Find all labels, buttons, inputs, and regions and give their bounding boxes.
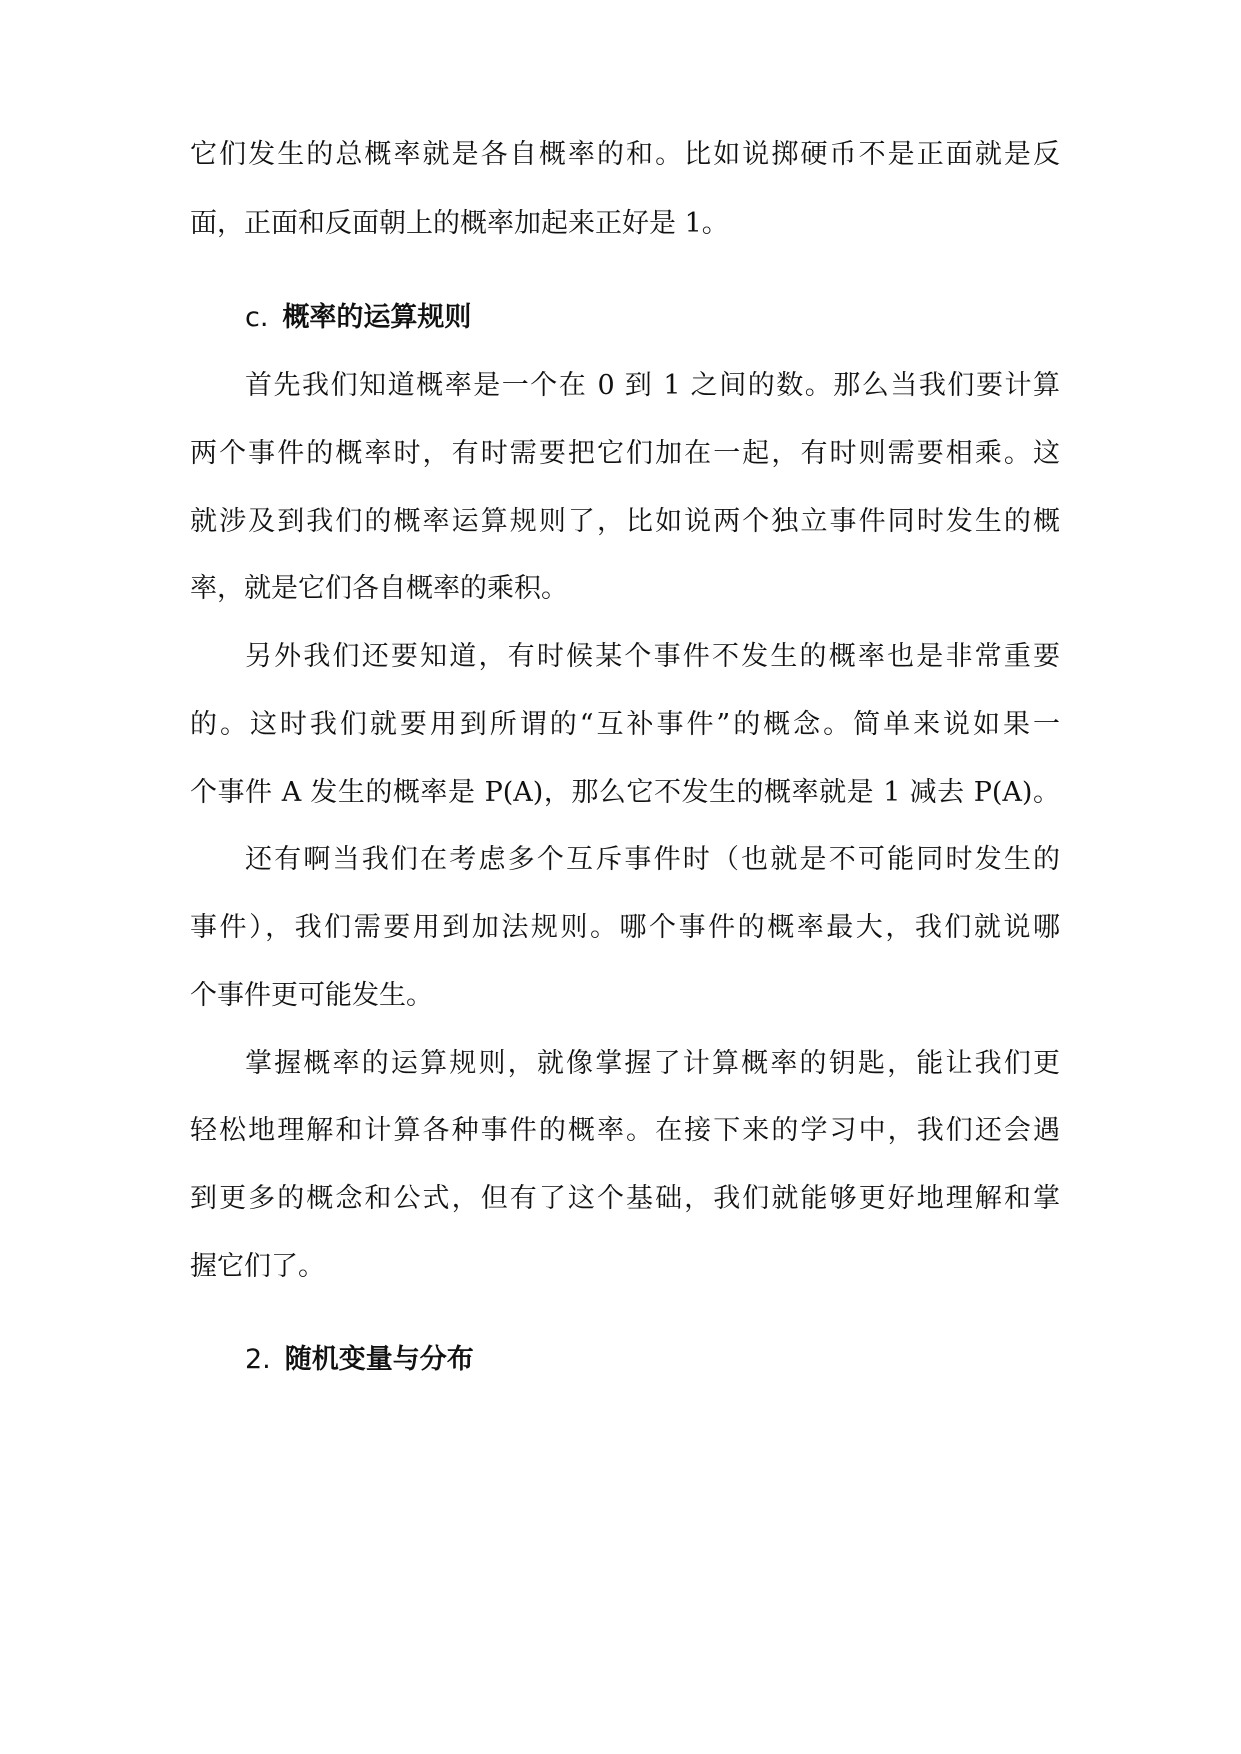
paragraph-line: 握它们了。 [190,1251,325,1282]
paragraph-line: 首先我们知道概率是一个在 0 到 1 之间的数。那么当我们要计算 [245,370,1060,401]
paragraph-line: 它们发生的总概率就是各自概率的和。比如说掷硬币不是正面就是反 [190,139,1060,170]
section-heading-2 [245,1340,474,1380]
paragraph-line: 的。这时我们就要用到所谓的“互补事件”的概念。简单来说如果一 [190,709,1060,740]
paragraph-line: 到更多的概念和公式，但有了这个基础，我们就能够更好地理解和掌 [190,1183,1060,1214]
paragraph-line: 掌握概率的运算规则，就像掌握了计算概率的钥匙，能让我们更 [245,1048,1060,1079]
paragraph-line: 事件），我们需要用到加法规则。哪个事件的概率最大，我们就说哪 [190,912,1060,943]
section-title: 概率的运算规则 [282,302,472,333]
section-heading-c [245,298,471,338]
paragraph-line: 两个事件的概率时，有时需要把它们加在一起，有时则需要相乘。这 [190,438,1060,469]
section-number: 2. [245,1344,271,1375]
paragraph-line: 轻松地理解和计算各种事件的概率。在接下来的学习中，我们还会遇 [190,1115,1060,1146]
section-title: 随机变量与分布 [284,1344,474,1375]
paragraph-line: 还有啊当我们在考虑多个互斥事件时（也就是不可能同时发生的 [245,844,1060,875]
paragraph-line: 面，正面和反面朝上的概率加起来正好是 1。 [190,208,729,239]
paragraph-line: 另外我们还要知道，有时候某个事件不发生的概率也是非常重要 [245,641,1060,672]
paragraph-line: 就涉及到我们的概率运算规则了，比如说两个独立事件同时发生的概 [190,506,1060,537]
section-number: c. [245,302,269,333]
paragraph-line: 个事件更可能发生。 [190,980,433,1011]
paragraph-line: 率，就是它们各自概率的乘积。 [190,573,568,604]
paragraph-line: 个事件 A 发生的概率是 P(A)，那么它不发生的概率就是 1 减去 P(A)。 [190,777,1060,808]
